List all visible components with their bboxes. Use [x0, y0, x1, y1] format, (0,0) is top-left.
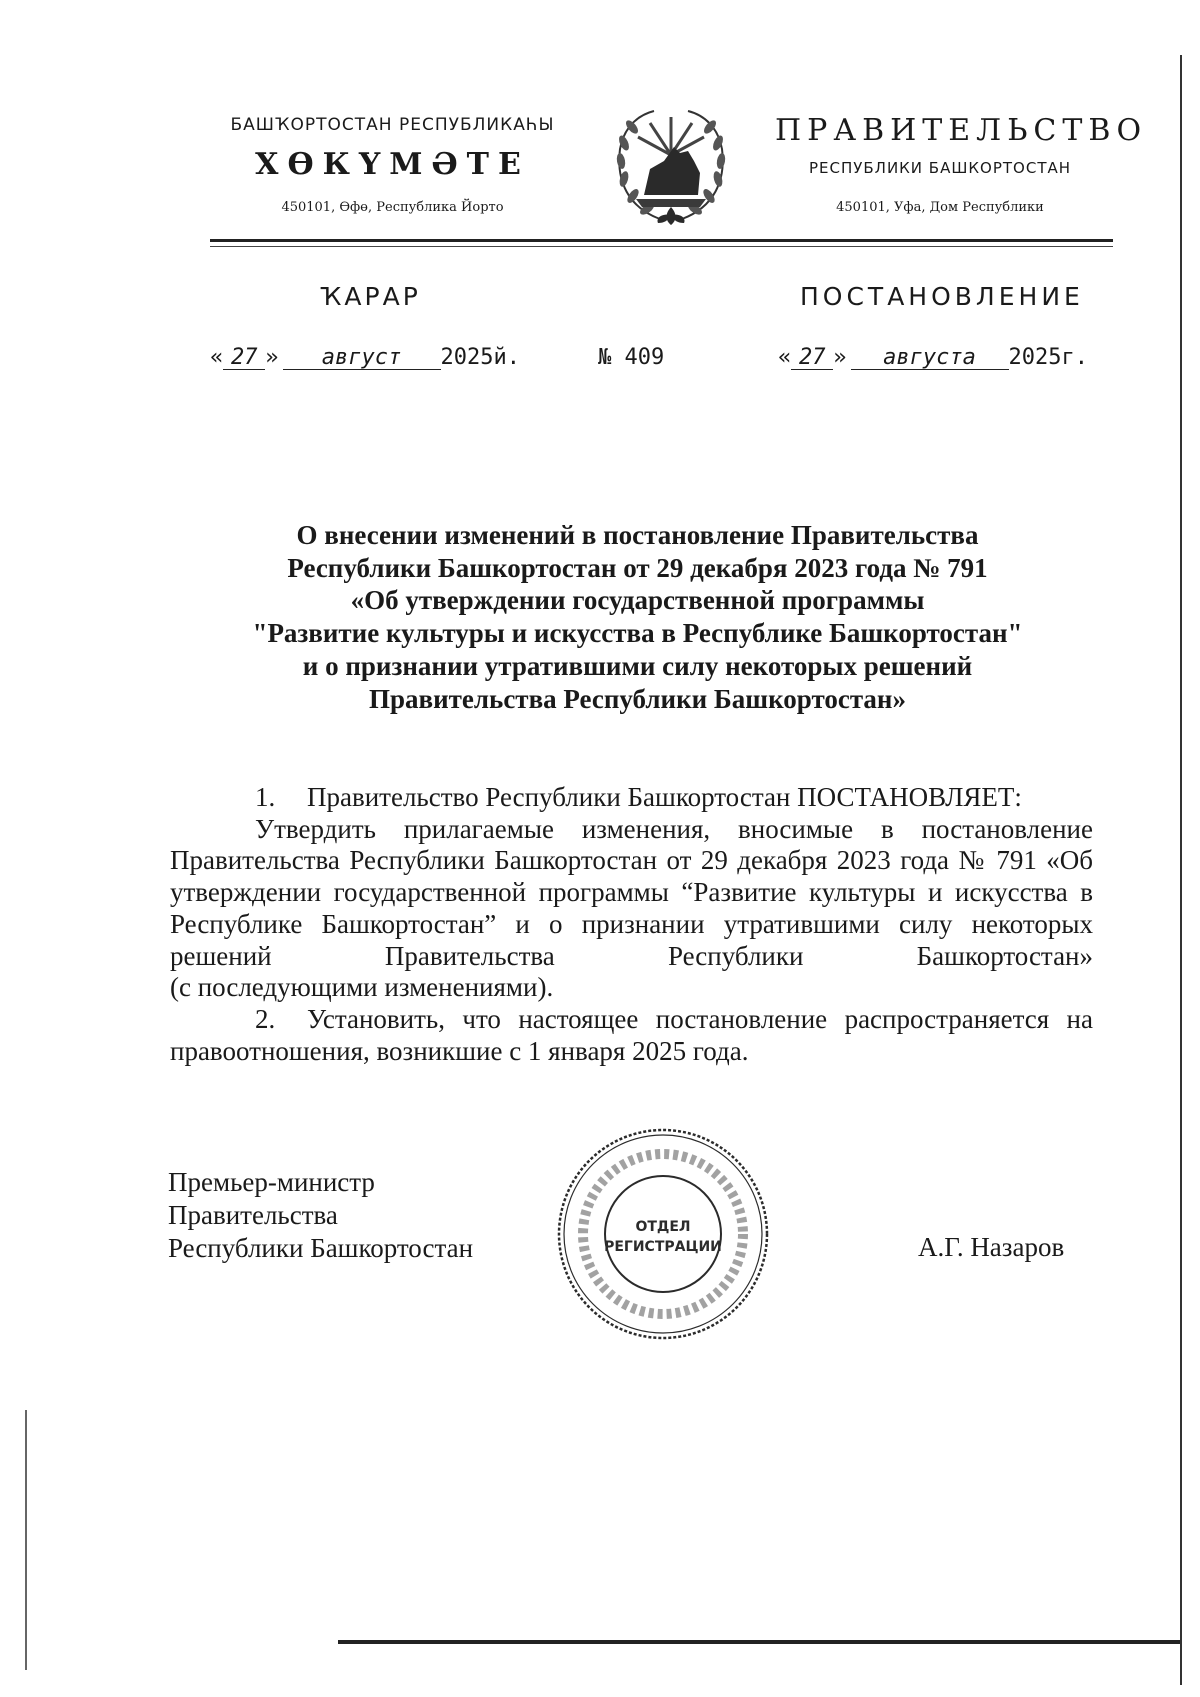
- clause-2-number: 2.: [255, 1003, 276, 1034]
- title-line: Правительства Республики Башкортостан»: [369, 683, 906, 714]
- clause-2-text: Установить, что настоящее постановление распространяется на правоотношения, возникшие с 1 января 2025 года.: [170, 1003, 1093, 1066]
- title-line: О внесении изменений в постановление Правительства: [296, 520, 979, 550]
- clause-1-text: Правительство Республики Башкортостан ПОСТАНОВЛЯЕТ:: [307, 782, 1022, 812]
- clause-2: [170, 1004, 1093, 1067]
- signatory-position-line: Республики Башкортостан: [168, 1233, 474, 1263]
- date-left-close-quote: »: [265, 345, 279, 370]
- date-right-close-quote: »: [833, 345, 847, 370]
- clause-1-paragraph: Утвердить прилагаемые изменения, вносимые в постановление Правительства Республики Башкортостан от 29 декабря 2023 года № 791 «Об утверждении государственной программы “Развитие культуры и искусства в Республике Башкортостан” и о признании утратившими силу некоторых решений Правительства Республики Башкортостан»: [170, 813, 1093, 971]
- title-line: «Об утверждении государственной программы: [350, 585, 925, 616]
- doc-type-russian: ПОСТАНОВЛЕНИЕ: [800, 282, 1084, 311]
- title-line: Республики Башкортостан от 29 декабря 2023 года № 791: [287, 552, 988, 583]
- document-body: [170, 782, 1093, 1067]
- date-right-month: августа: [851, 346, 1009, 370]
- date-left-month: август: [283, 346, 441, 370]
- date-right-open-quote: «: [778, 345, 792, 370]
- header-left-republic: БАШҠОРТОСТАН РЕСПУБЛИКАҺЫ: [230, 115, 555, 135]
- clause-1: [170, 782, 1093, 814]
- header-left-address: 450101, Өфө, Республика Йорто: [281, 200, 504, 215]
- header-rule-thin: [210, 246, 1113, 247]
- date-left-year: 2025й.: [440, 345, 520, 370]
- stamp-center-line2: РЕГИСТРАЦИИ: [604, 1239, 722, 1255]
- bashkortostan-emblem-icon: [610, 103, 732, 229]
- signatory-position-line: Правительства: [168, 1200, 338, 1230]
- scan-bottom-bar: [338, 1640, 1180, 1644]
- registration-stamp: [554, 1125, 772, 1343]
- clause-1-number: 1.: [255, 782, 276, 812]
- scan-edge-right: [1180, 55, 1182, 1685]
- signatory-position: [168, 1166, 473, 1265]
- date-right-year: 2025г.: [1008, 345, 1088, 370]
- header-right-government: ПРАВИТЕЛЬСТВО: [775, 113, 1148, 148]
- title-line: "Развитие культуры и искусства в Республике Башкортостан": [252, 618, 1023, 649]
- date-right-day: 27: [791, 346, 833, 370]
- clause-1-paragraph-end: (с последующими изменениями).: [170, 972, 554, 1003]
- date-left-day: 27: [223, 346, 265, 370]
- header-rule-thick: [210, 239, 1113, 242]
- document-number: № 409: [598, 345, 665, 370]
- signatory-position-line: Премьер-министр: [168, 1167, 375, 1197]
- header-left-government: ХӨКҮМӘТЕ: [255, 147, 530, 182]
- date-left-open-quote: «: [210, 345, 224, 370]
- header-right-address: 450101, Уфа, Дом Республики: [836, 200, 1044, 215]
- title-line: и о признании утратившими силу некоторых решений: [302, 650, 973, 681]
- stamp-center-line1: ОТДЕЛ: [635, 1219, 691, 1235]
- date-left: [210, 345, 520, 370]
- signatory-name: А.Г. Назаров: [918, 1232, 1065, 1262]
- date-right: [778, 345, 1088, 370]
- document-title: [150, 519, 1125, 715]
- header-right-republic: РЕСПУБЛИКИ БАШКОРТОСТАН: [808, 159, 1072, 177]
- doc-type-bashkir: ҠАРАР: [320, 282, 421, 311]
- scan-edge-left: [25, 1410, 27, 1670]
